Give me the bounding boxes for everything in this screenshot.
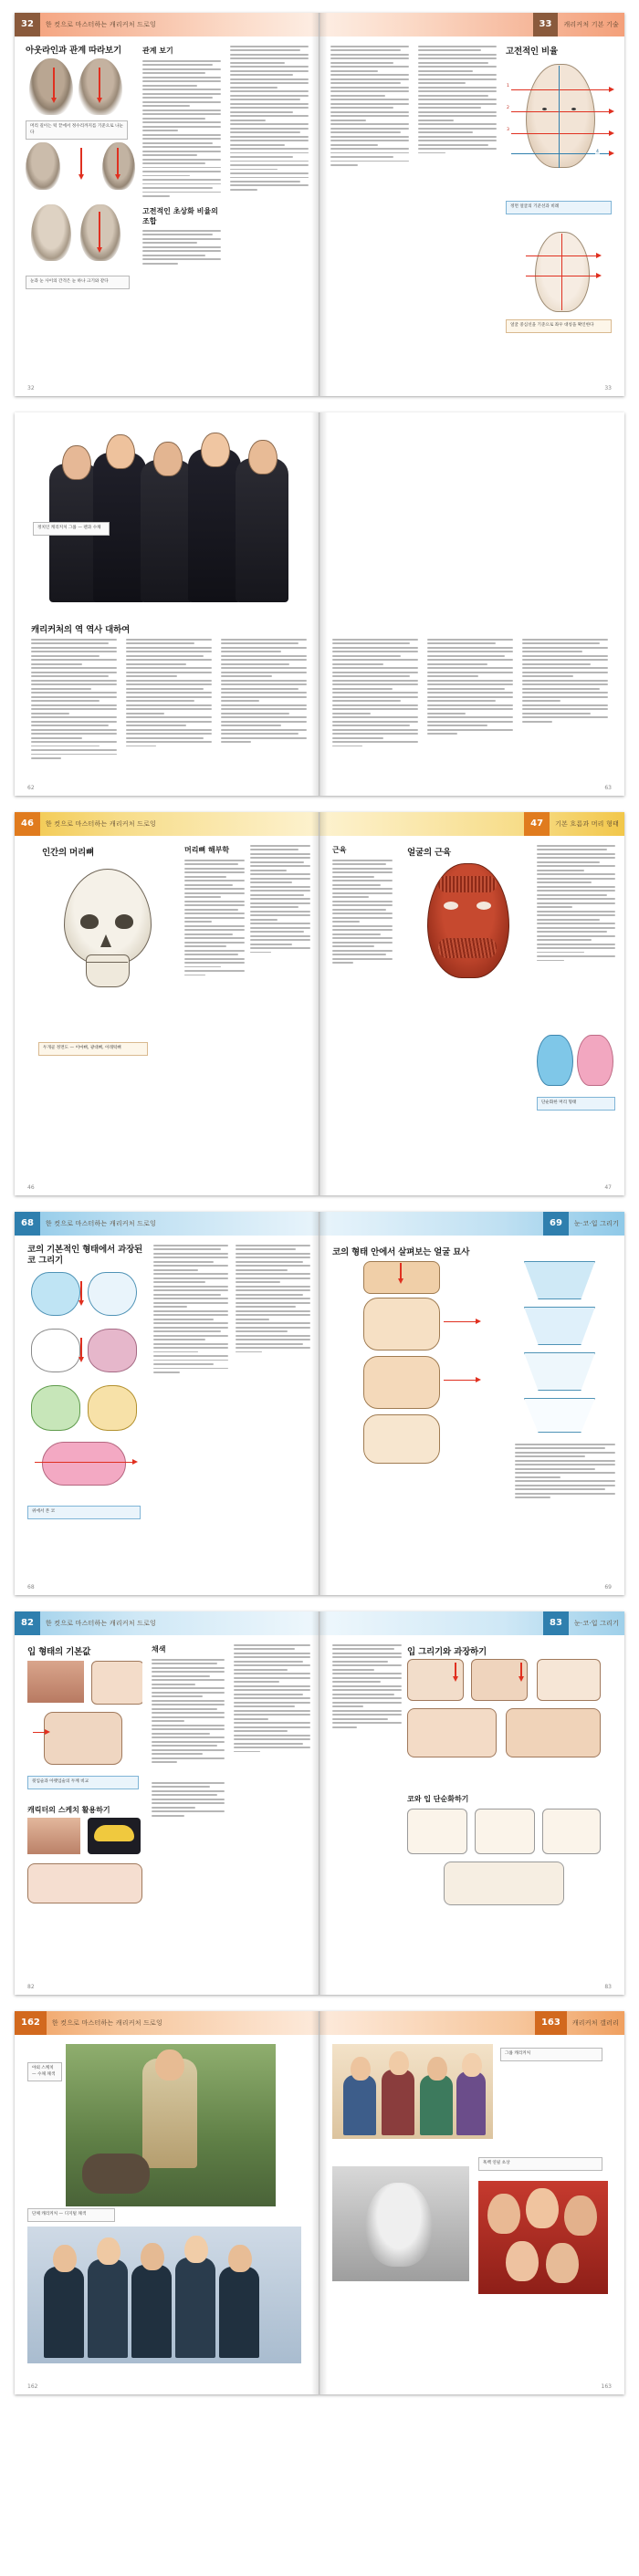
page-number-chip: 83: [543, 1611, 569, 1635]
folio: 162: [27, 2383, 38, 2390]
gallery-image-satire: [478, 2181, 608, 2294]
page-69: [320, 1212, 624, 1595]
section-title: 얼굴의 근육: [407, 848, 451, 858]
simplified-mouth-set: [407, 1809, 602, 1909]
folio: 32: [27, 385, 35, 391]
muscle-text-col: 근육: [332, 845, 393, 964]
folio: 46: [27, 1184, 35, 1191]
body-col-2: [236, 1245, 310, 1352]
page-number-chip: 47: [524, 812, 550, 836]
page-header-163: 캐리커처 갤러리 163: [320, 2011, 624, 2035]
page-46: [15, 812, 320, 1195]
spread-32-33: [15, 13, 624, 396]
proportion-diagram-2: [517, 228, 604, 314]
caption-box-illustration: 정치인 캐리커처 그룹 — 펜과 수채: [33, 522, 110, 536]
page-82: [15, 1611, 320, 1995]
page-header-162: 162 한 컷으로 마스터하는 캐리커처 드로잉: [15, 2011, 319, 2035]
page-62: [15, 412, 320, 796]
page-header-33: 캐리커처 기본 기술 33: [320, 13, 624, 37]
page-number-chip: 68: [15, 1212, 40, 1236]
page-number-chip: 33: [533, 13, 559, 37]
folio: 68: [27, 1584, 35, 1590]
section-title: 코의 형태 안에서 살펴보는 얼굴 묘사: [332, 1247, 470, 1257]
page-number-chip: 163: [535, 2011, 567, 2035]
page-header-83: 눈·코·입 그리기 83: [320, 1611, 624, 1635]
folio: 83: [604, 1984, 612, 1990]
page-header-82: 82 한 컷으로 마스터하는 캐리커처 드로잉: [15, 1611, 319, 1635]
body-col-1: 관계 보기 고전적인 초상화 비율의 조합: [142, 46, 221, 265]
body-col-1: 채색: [152, 1644, 225, 1817]
head-sketch-row: [26, 141, 135, 197]
section-title: 인간의 머리뼈: [42, 848, 94, 858]
body-col-2: [126, 639, 212, 746]
nose-profile-stack: [515, 1261, 615, 1434]
page-header-46: 46 한 컷으로 마스터하는 캐리커처 드로잉: [15, 812, 319, 836]
gallery-image-outdoor: [66, 2044, 276, 2206]
caption-box-1: 머리 길이는 턱 끝에서 정수리까지를 기준으로 나눈다: [26, 120, 128, 140]
page-header-32: 32 한 컷으로 마스터하는 캐리커처 드로잉: [15, 13, 319, 37]
page-number-chip: 69: [543, 1212, 569, 1236]
caption-box-4: 흑백 연필 초상: [478, 2157, 602, 2171]
spread-46-47: [15, 812, 624, 1195]
page-163: [320, 2011, 624, 2394]
simplified-head-shapes: [537, 1026, 615, 1093]
caption-box-3: 정면 얼굴의 기준선과 비례: [506, 201, 612, 214]
sub-title-simplify: 코와 입 단순화하기: [407, 1795, 469, 1803]
caption-box-skull: 두개골 정면도 — 이마뼈, 광대뼈, 아래턱뼈: [38, 1042, 148, 1056]
body-col-1: 머리뼈 해부학: [184, 845, 245, 975]
page-33: [320, 13, 624, 396]
caption-box-nose: 위에서 본 코: [27, 1506, 141, 1519]
folio: 63: [604, 785, 612, 791]
section-title: 아웃라인과 관계 따라보기: [26, 46, 121, 56]
spread-68-69: [15, 1212, 624, 1595]
body-col-1: [31, 639, 117, 759]
page-number-chip: 82: [15, 1611, 40, 1635]
body-col-3: [332, 1644, 402, 1728]
folio: 69: [604, 1584, 612, 1590]
gallery-image-pencil: [332, 2166, 469, 2281]
caption-box-shapes: 단순화한 머리 형태: [537, 1097, 615, 1111]
classic-proportion-title: 고전적인 비율: [506, 47, 558, 57]
folio: 47: [604, 1184, 612, 1191]
body-col-3: [515, 1444, 615, 1498]
facial-muscles-illustration: [407, 860, 528, 1006]
page-header-69: 눈·코·입 그리기 69: [320, 1212, 624, 1236]
nose-shapes-illustration: [27, 1272, 146, 1500]
body-col-2: [230, 46, 309, 191]
head-sketch-bottom: [26, 203, 135, 270]
section-title: 코의 기본적인 형태에서 과장된 코 그리기: [27, 1245, 143, 1267]
page-83: [320, 1611, 624, 1995]
caption-box-2: 눈과 눈 사이의 간격은 눈 하나 크기와 같다: [26, 276, 130, 289]
section-title: 입 형태의 기본값: [27, 1647, 91, 1657]
spread-62-63: [15, 412, 624, 796]
folio: 62: [27, 785, 35, 791]
section-title: 입 그리기와 과장하기: [407, 1647, 487, 1657]
body-col-3: [221, 639, 307, 743]
caption-box-4: 얼굴 중심선을 기준으로 좌우 대칭을 확인한다: [506, 319, 612, 333]
page-number-chip: 162: [15, 2011, 47, 2035]
group-caricature-illustration: [42, 433, 316, 606]
folio: 163: [601, 2383, 612, 2390]
page-162: [15, 2011, 320, 2394]
head-sketch-pair: [26, 55, 133, 119]
page-header-68: 68 한 컷으로 마스터하는 캐리커처 드로잉: [15, 1212, 319, 1236]
body-col-3: [330, 46, 409, 166]
body-col-2: [234, 1644, 310, 1752]
folio: 82: [27, 1984, 35, 1990]
skull-illustration: [38, 863, 175, 1037]
gallery-image-group: [27, 2227, 301, 2363]
page-header-47: 기본 흐름과 머리 형태 47: [320, 812, 624, 836]
nose-face-variations: [332, 1261, 502, 1471]
caption-box-mouth: 윗입술과 아랫입술의 두께 비교: [27, 1776, 139, 1789]
body-col-6: [522, 639, 608, 723]
spread-82-83: [15, 1611, 624, 1995]
body-col-4: [418, 46, 497, 153]
body-col-1: [153, 1245, 228, 1373]
body-col-3: [537, 845, 615, 961]
section-title: 캐리커처의 역 역사 대하여: [31, 625, 131, 635]
spread-162-163: [15, 2011, 624, 2394]
body-col-4: [332, 639, 418, 746]
caption-box-3: 그룹 캐리커처: [500, 2048, 602, 2061]
caption-box-2: 단체 캐리커처 — 디지털 채색: [27, 2208, 115, 2222]
proportion-diagram: 1 2 3 4: [506, 58, 615, 195]
body-col-2: [250, 845, 310, 953]
page-number-chip: 32: [15, 13, 40, 37]
body-col-5: [427, 639, 513, 735]
page-32: [15, 13, 320, 396]
page-63: [320, 412, 624, 796]
caption-box-1: 야외 스케치 — 수채 채색: [27, 2062, 62, 2081]
sub-title-sketch: 캐릭터의 스케치 활용하기: [27, 1806, 110, 1814]
page-47: [320, 812, 624, 1195]
folio: 33: [604, 385, 612, 391]
page-68: [15, 1212, 320, 1595]
mouth-exaggeration-set: [407, 1659, 602, 1787]
page-number-chip: 46: [15, 812, 40, 836]
gallery-image-group-color: [332, 2044, 493, 2139]
mouth-photo-and-sketch: [27, 1661, 142, 1770]
mouth-color-steps: [27, 1818, 142, 1909]
